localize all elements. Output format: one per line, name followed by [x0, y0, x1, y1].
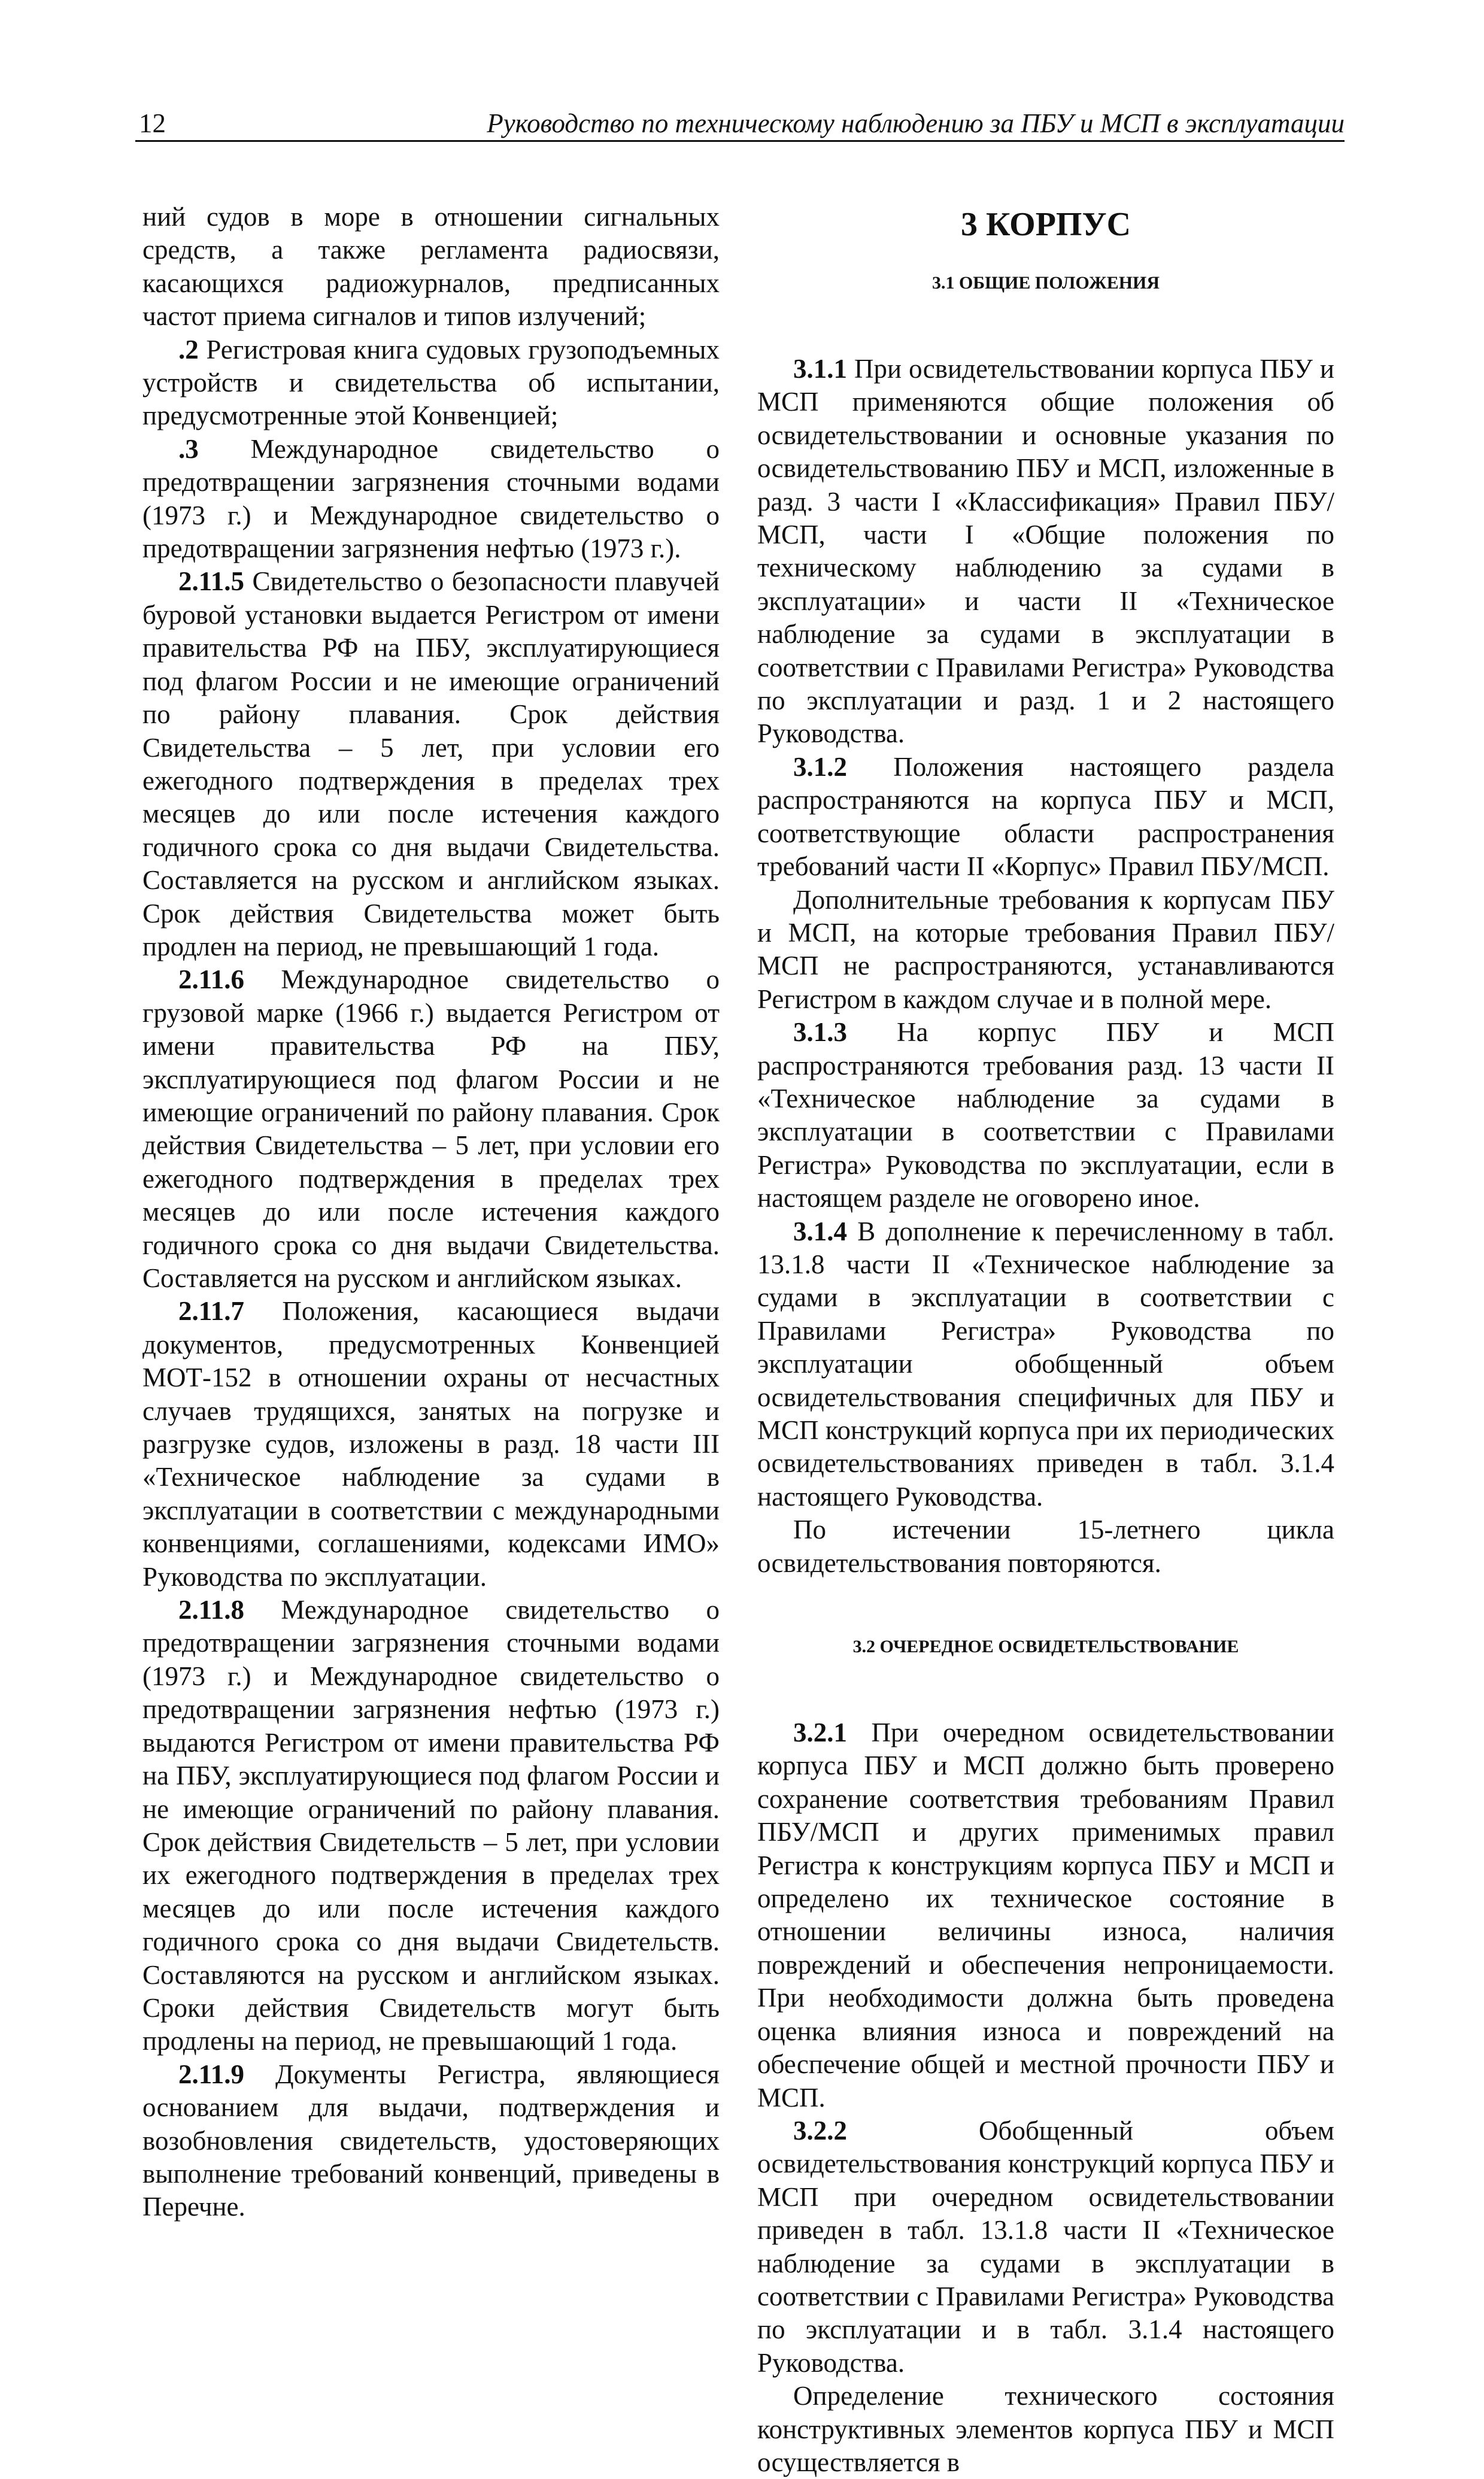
- running-title: Руководство по техническому наблюдению за ПБУ и МСП в эксплуатации: [487, 108, 1345, 138]
- page-number: 12: [139, 108, 166, 138]
- paragraph: [142, 333, 720, 433]
- chapter-title: 3 КОРПУС: [960, 206, 1131, 243]
- paragraph-text: ний судов в море в отношении сигнальных средств, а также регламента радиосвязи, касающихся радиожурналов, предписанных частот приема сигналов и типов излучений;: [142, 202, 720, 332]
- clause-number: 3.2.1: [793, 1718, 847, 1748]
- paragraph-text: Регистровая книга судовых грузоподъемных устройств и свидетельства об испытании, предусмотренные этой Конвенцией;: [142, 334, 720, 431]
- clause-number: 3.2.2: [793, 2115, 847, 2146]
- section-title: 3.1 ОБЩИЕ ПОЛОЖЕНИЯ: [931, 273, 1160, 293]
- paragraph: [757, 884, 1334, 1017]
- clause-number: 2.11.7: [178, 1296, 245, 1327]
- paragraph-text: При освидетельствовании корпуса ПБУ и МСП применяются общие положения об освидетельствовании и основные указания по освидетельствованию ПБУ и МСП, изложенные в разд. 3 части I «Классификация» Правил ПБУ/МСП, части I «Общие положения по техническому наблюдению за судами в эксплуатации» и части II «Техническое наблюдение за судами в эксплуатации в соответствии с Правилами Регистра» Руководства по эксплуатации и разд. 1 и 2 настоящего Руководства.: [757, 354, 1334, 749]
- clause-number: 2.11.9: [178, 2059, 245, 2089]
- section-title: 3.2 ОЧЕРЕДНОЕ ОСВИДЕТЕЛЬСТВОВАНИЕ: [852, 1637, 1239, 1657]
- paragraph: [757, 1716, 1334, 2114]
- paragraph-text: По истечении 15-летнего цикла освидетельствования повторяются.: [757, 1515, 1334, 1578]
- paragraph-text: Определение технического состояния конструктивных элементов корпуса ПБУ и МСП осуществляется в: [757, 2381, 1334, 2477]
- clause-number: 3.1.4: [793, 1216, 847, 1246]
- clause-number: 2.11.8: [178, 1595, 245, 1625]
- paragraph-text: Положения, касающиеся выдачи документов, предусмотренных Конвенцией МОТ-152 в отношении охраны от несчастных случаев трудящихся, занятых на погрузке и разгрузке судов, изложены в разд. 18 части III «Техническое наблюдение за судами в эксплуатации в соответствии с международными конвенциями, соглашениями, кодексами ИМО» Руководства по эксплуатации.: [142, 1296, 720, 1592]
- clause-number: 3.1.3: [793, 1017, 847, 1048]
- paragraph: [142, 1295, 720, 1594]
- right-column: [757, 201, 1334, 2479]
- paragraph: [757, 1513, 1334, 1580]
- paragraph-text: Международное свидетельство о грузовой марке (1966 г.) выдается Регистром от имени правительства РФ на ПБУ, эксплуатирующиеся под флагом России и не имеющие ограничений по району плавания. Срок действия Свидетельства – 5 лет, при условии его ежегодного подтверждения в пределах трех месяцев до или после истечения каждого годичного срока со дня выдачи Свидетельства. Составляется на русском и английском языках.: [142, 964, 720, 1293]
- paragraph-text: Документы Регистра, являющиеся основанием для выдачи, подтверждения и возобновления свидетельств, удостоверяющих выполнение требований конвенций, приведены в Перечне.: [142, 2059, 720, 2222]
- paragraph-text: На корпус ПБУ и МСП распространяются требования разд. 13 части II «Техническое наблюдение за судами в эксплуатации в соответствии с Правилами Регистра» Руководства по эксплуатации, если в настоящем разделе не оговорено иное.: [757, 1017, 1334, 1213]
- paragraph-text: Дополнительные требования к корпусам ПБУ и МСП, на которые требования Правил ПБУ/МСП не распространяются, устанавливаются Регистром в каждом случае и в полной мере.: [757, 884, 1334, 1014]
- paragraph-text: Международное свидетельство о предотвращении загрязнения сточными водами (1973 г.) и Международное свидетельство о предотвращении загрязнения нефтью (1973 г.) выдаются Регистром от имени правительства РФ на ПБУ, эксплуатирующиеся под флагом России и не имеющие ограничений по району плавания. Срок действия Свидетельств – 5 лет, при условии их ежегодного подтверждения в пределах трех месяцев до или после истечения каждого годичного срока со дня выдачи Свидетельств. Составляются на русском и английском языках. Сроки действия Свидетельств могут быть продлены на период, не превышающий 1 года.: [142, 1595, 720, 2056]
- clause-number: 3.1.1: [793, 354, 847, 384]
- paragraph: [142, 963, 720, 1295]
- paragraph: [757, 751, 1334, 884]
- clause-number: 2.11.5: [178, 566, 245, 597]
- paragraph-text: Положения настоящего раздела распространяются на корпуса ПБУ и МСП, соответствующие области распространения требований части II «Корпус» Правил ПБУ/МСП.: [757, 751, 1334, 882]
- paragraph: [142, 2058, 720, 2224]
- paragraph: [142, 433, 720, 566]
- left-column: [142, 201, 720, 2224]
- paragraph: [142, 1594, 720, 2058]
- paragraph: [757, 2380, 1334, 2479]
- paragraph: [142, 565, 720, 963]
- clause-number: 2.11.6: [178, 964, 245, 995]
- paragraph-text: Международное свидетельство о предотвращении загрязнения сточными водами (1973 г.) и Международное свидетельство о предотвращении загрязнения нефтью (1973 г.).: [142, 433, 720, 564]
- paragraph: [757, 353, 1334, 751]
- clause-number: .2: [178, 334, 199, 365]
- paragraph-text: Свидетельство о безопасности плавучей буровой установки выдается Регистром от имени правительства РФ на ПБУ, эксплуатирующиеся под флагом России и не имеющие ограничений по району плавания. Срок действия Свидетельства – 5 лет, при условии его ежегодного подтверждения в пределах трех месяцев до или после истечения каждого годичного срока со дня выдачи Свидетельства. Составляется на русском и английском языках. Срок действия Свидетельства может быть продлен на период, не превышающий 1 года.: [142, 566, 720, 961]
- clause-number: .3: [178, 433, 199, 464]
- paragraph-text: В дополнение к перечисленному в табл. 13.1.8 части II «Техническое наблюдение за судами в эксплуатации в соответствии с Правилами Регистра» Руководства по эксплуатации обобщенный объем освидетельствования специфичных для ПБУ и МСП конструкций корпуса при их периодических освидетельствованиях приведен в табл. 3.1.4 настоящего Руководства.: [757, 1216, 1334, 1512]
- paragraph: [757, 2114, 1334, 2380]
- paragraph-text: Обобщенный объем освидетельствования конструкций корпуса ПБУ и МСП при очередном освидетельствовании приведен в табл. 13.1.8 части II «Техническое наблюдение за судами в эксплуатации в соответствии с Правилами Регистра» Руководства по эксплуатации и в табл. 3.1.4 настоящего Руководства.: [757, 2115, 1334, 2378]
- paragraph: [142, 201, 720, 333]
- paragraph: [757, 1016, 1334, 1215]
- paragraph: [757, 1215, 1334, 1514]
- page-header: [135, 103, 1345, 142]
- clause-number: 3.1.2: [793, 751, 847, 782]
- paragraph-text: При очередном освидетельствовании корпуса ПБУ и МСП должно быть проверено сохранение соответствия требованиям Правил ПБУ/МСП и других применимых правил Регистра к конструкциям корпуса ПБУ и МСП и определено их техническое состояние в отношении величины износа, наличия повреждений и обеспечения непроницаемости. При необходимости должна быть проведена оценка влияния износа и повреждений на обеспечение общей и местной прочности ПБУ и МСП.: [757, 1718, 1334, 2113]
